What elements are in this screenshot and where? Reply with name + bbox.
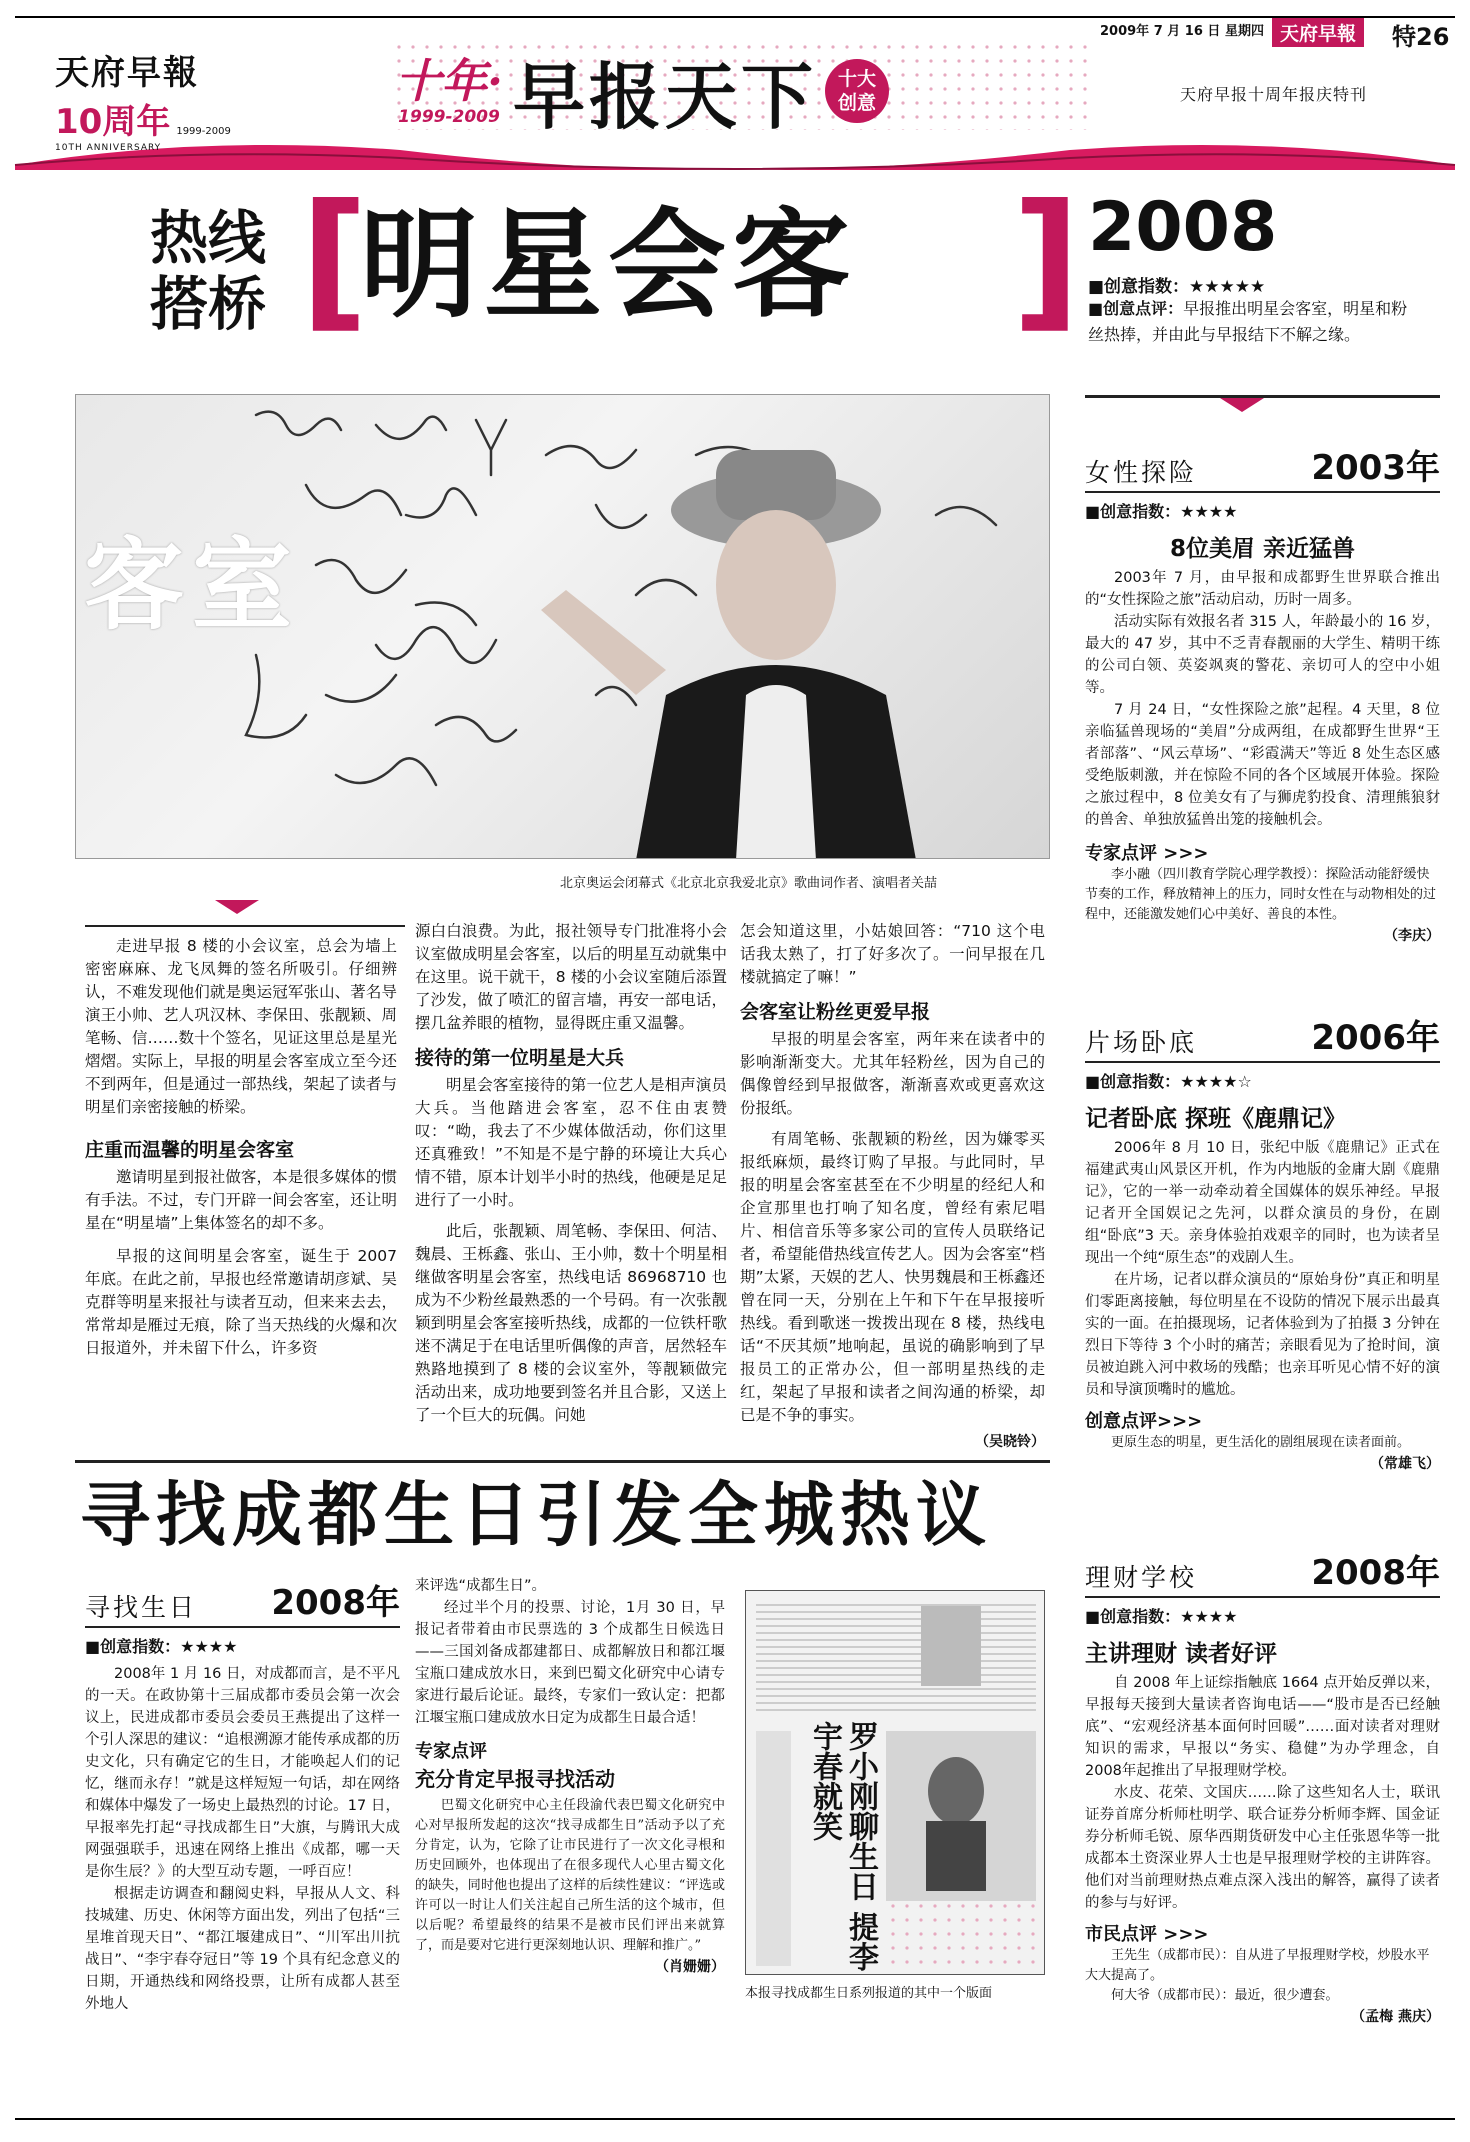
kicker-line2: 搭桥	[150, 270, 267, 338]
sidebar-arrow	[1220, 398, 1264, 412]
side2-header	[1085, 1010, 1440, 1063]
main-comment-label: ■创意点评：	[1088, 299, 1184, 318]
birthday-col2-para: 来评选“成都生日”。	[415, 1578, 547, 1594]
paper-name-badge: 天府早報	[1272, 18, 1364, 47]
main-col1-subhead: 庄重而温馨的明星会客室	[85, 1139, 295, 1161]
side1-expert-label: 专家点评 >>>	[1085, 843, 1209, 864]
main-col3-para: 有周笔畅、张靓颖的粉丝，因为嫌零买报纸麻烦，最终订购了早报。与此同时，早报的明星会客室甚至在不少明星的经纪人和企宣那里也打响了知名度，曾经有索尼唱片、相信音乐等多家公司的宣传人员联络记者，希望能借热线宣传艺人。因为会客室“档期”太紧，天娱的艺人、快男魏晨和王栎鑫还曾在同一天，分别在上午和下午在早报接听热线。看到歌迷一拨拨出现在 8 楼，热线电话“不厌其烦”地响起，虽说的确影响到了早报员工的正常办公，但一部明星热线的走红，架起了早报和读者之间沟通的桥梁，却已是不争的事实。	[740, 1130, 1045, 1424]
banner	[395, 46, 889, 139]
side1-header	[1085, 440, 1440, 493]
main-col1-para: 邀请明星到报社做客，本是很多媒体的惯有手法。不过，专门开辟一间会客室，还让明星在“明星墙”上集体签名的却不多。	[85, 1168, 397, 1232]
main-col-1	[85, 935, 397, 1360]
birthday-col2-para: 经过半个月的投票、讨论，1月 30 日，早报记者带着由市民票选的 3 个成都生日候选日——三国刘备成都建都日、成都解放日和都江堰宝瓶口建成放水日，来到巴蜀文化研究中心请专家进行最后论证。最终，专家们一致认定：把都江堰宝瓶口建成放水日定为成都生日最合适！	[415, 1600, 725, 1726]
birthday-col2-body	[415, 1575, 725, 1729]
side3-para: 水皮、花荣、文国庆……除了这些知名人士，联讯证券首席分析师杜明学、联合证券分析师李辉、国金证券分析师毛锐、原华西期货研发中心主任张恩华等一批成都本土资深业界人士也是早报理财学校的主讲阵容。他们对当前理财热点难点深入浅出的解答，赢得了读者的参与与好评。	[1085, 1785, 1440, 1911]
side1-title: 女性探险	[1085, 458, 1198, 487]
side2-byline: （常雄飞）	[1370, 1456, 1440, 1472]
side2-body	[1085, 1137, 1440, 1401]
side3-citizen-2: 何大爷（成都市民）：最近，很少遭套。	[1111, 1988, 1339, 2003]
main-col-2	[415, 920, 727, 1427]
side3-rating: ■创意指数：★★★★	[1085, 1607, 1238, 1626]
title-bracket-left: [	[300, 173, 369, 347]
birthday-col1-para: 根据走访调查和翻阅史料，早报从人文、科技城建、历史、休闲等方面出发，列出了包括“三星堆首现天日”、“都江堰建成日”、“川军出川抗战日”、“李宇春夺冠日”等 19 个具有纪念意义的日期，开通热线和网络投票，让所有成都人甚至外地人	[85, 1886, 400, 2012]
birthday-col-2	[415, 1575, 725, 1976]
side2-rating: ■创意指数：★★★★☆	[1085, 1072, 1252, 1091]
side1-year: 2003年	[1311, 448, 1440, 488]
main-col3-subhead: 会客室让粉丝更爱早报	[740, 1001, 931, 1023]
main-col-rule	[85, 925, 405, 927]
main-col1-para: 走进早报 8 楼的小会议室，总会为墙上密密麻麻、龙飞凤舞的签名所吸引。仔细辨认，不难发现他们就是奥运冠军张山、著名导演王小帅、艺人巩汉林、李保田、张靓颖、周笔畅、信……数十个签名，见证这里总是星光熠熠。实际上，早报的明星会客室成立至今还不到两年，但是通过一部热线，架起了读者与明星们亲密接触的桥梁。	[85, 937, 397, 1116]
banner-badge: 十大创意	[825, 59, 889, 123]
main-col2-para: 明星会客室接待的第一位艺人是相声演员大兵。当他踏进会客室，忍不住由衷赞叹：“呦，我去了不少媒体做活动，你们这里还真雅致！”不知是不是宁静的环境让大兵心情不错，原本计划半小时的热线，他硬是足足进行了一小时。	[415, 1076, 727, 1209]
birthday-col1-body	[85, 1663, 400, 2015]
main-col1-para: 早报的这间明星会客室，诞生于 2007 年底。在此之前，早报也经常邀请胡彦斌、吴克群等明星来报社与读者互动，但来来去去，常常却是雁过无痕，除了当天热线的火爆和次日报道外，并未留下什么，许多资	[85, 1247, 397, 1357]
birthday-col1-para: 2008年 1 月 16 日，对成都而言，是不平凡的一天。在政协第十三届成都市委员会第一次会议上，民进成都市委员会委员王燕提出了这样一个引人深思的建议：“追根溯源才能传承成都的历史文化，只有确定它的生日，才能唤起人们的记忆，继而永存！”就是这样短短一句话，却在网络和媒体中爆发了一场史上最热烈的讨论。17 日，早报率先打起“寻找成都生日”大旗，与腾讯大成网强强联手，迅速在网络上推出《成都，哪一天是你生辰？》的大型互动专题，一呼百应！	[85, 1666, 401, 1880]
main-col3-byline: （吴晓铃）	[975, 1434, 1045, 1450]
anniversary-logo	[55, 45, 240, 153]
birthday-expert-label: 专家点评	[415, 1741, 487, 1762]
side2-expert-label: 创意点评>>>	[1085, 1411, 1203, 1432]
side2-para: 在片场，记者以群众演员的“原始身份”真正和明星们零距离接触，每位明星在不设防的情况下展示出最真实的一面。在拍摄现场，记者体验到为了拍摄 3 分钟在烈日下等待 3 个小时的痛苦；亲眼看见为了抢时间，演员被迫跳入河中救场的残酷；也亲耳听见心情不好的演员和导演顶嘴时的尴尬。	[1085, 1272, 1440, 1398]
photo-wall-text: 客室	[84, 527, 300, 644]
title-bracket-right: ]	[1012, 173, 1081, 347]
main-col3-para: 怎会知道这里，小姑娘回答：“710 这个电话我太熟了，打了好多次了。一问早报在几楼就搞定了嘛！”	[740, 922, 1045, 986]
birthday-expert-text: 巴蜀文化研究中心主任段渝代表巴蜀文化研究中心对早报所发起的这次“找寻成都生日”活动予以了充分肯定，认为，它除了让市民进行了一次文化寻根和历史回顾外，也体现出了在很多现代人心里古蜀文化的缺失，同时他也提出了这样的后续性建议：“评选或许可以一时让人们关注起自己所生活的这个城市，但以后呢？希望最终的结果不是被市民们评出来就算了，而是要对它进行更深刻地认识、理解和推广。”	[415, 1798, 725, 1953]
side3-para: 自 2008 年上证综指触底 1664 点开始反弹以来，早报每天接到大量读者咨询电话——“股市是否已经触底”、“宏观经济基本面何时回暖”……面对读者对理财知识的需求，早报以“务实、稳健”为办学理念，自 2008年起推出了早报理财学校。	[1085, 1675, 1440, 1779]
side3-byline: （孟梅 燕庆）	[1351, 2009, 1440, 2025]
birthday-headline: 寻找成都生日引发全城热议	[80, 1473, 992, 1556]
banner-ten-years-block	[395, 55, 503, 127]
side1-rating: ■创意指数：★★★★	[1085, 502, 1238, 521]
birthday-header	[85, 1575, 400, 1628]
special-issue-label: 天府早报十周年报庆特刊	[1180, 85, 1368, 104]
photo-caption: 北京奥运会闭幕式《北京北京我爱北京》歌曲词作者、演唱者关喆	[560, 876, 938, 891]
side1-para: 活动实际有效报名者 315 人，年龄最小的 16 岁，最大的 47 岁，其中不乏青春靓丽的大学生、精明干练的公司白领、英姿飒爽的警花、亲切可人的空中小姐等。	[1085, 614, 1440, 696]
side3-citizen-label: 市民点评 >>>	[1085, 1924, 1209, 1945]
side3-header	[1085, 1545, 1440, 1598]
side2-expert-text: 更原生态的明星，更生活化的剧组展现在读者面前。	[1111, 1435, 1411, 1450]
main-col2-subhead: 接待的第一位明星是大兵	[415, 1047, 625, 1069]
birthday-top-rule	[75, 1460, 1050, 1463]
side1-byline: （李庆）	[1384, 928, 1440, 944]
side1-para: 7 月 24 日，“女性探险之旅”起程。4 天里，8 位亲临猛兽现场的“美眉”分成两组，在成都野生世界“王者部落”、“风云草场”、“彩霞满天”等近 8 处生态区感受绝版刺激，并在惊险不同的各个区域展开体验。探险之旅过程中，8 位美女有了与狮虎豹投食、清理熊狼豺的兽舍、单独放猛兽出笼的接触机会。	[1085, 702, 1440, 828]
birthday-byline: （肖姗姗）	[655, 1959, 725, 1975]
side1-section	[1085, 440, 1440, 945]
banner-ten-years: 十年·	[395, 54, 504, 108]
top-rule	[15, 16, 1455, 18]
birthday-expert-headline: 充分肯定早报寻找活动	[415, 1767, 615, 1791]
kicker	[150, 205, 266, 337]
clipping-image	[745, 1590, 1045, 1975]
birthday-col-1	[85, 1575, 400, 2015]
side1-headline: 8位美眉 亲近猛兽	[1169, 536, 1355, 562]
main-year: 2008	[1088, 188, 1278, 267]
side2-year: 2006年	[1311, 1018, 1440, 1058]
birthday-year: 2008年	[271, 1583, 400, 1623]
side1-expert-text: 李小融（四川教育学院心理学教授）：探险活动能舒缓快节奏的工作，释放精神上的压力，同时女性在与动物相处的过程中，还能激发她们心中美好、善良的本性。	[1085, 867, 1437, 922]
main-photo	[75, 394, 1050, 859]
main-rating: ■创意指数：★★★★★	[1088, 277, 1266, 297]
logo-anniversary: 10TH ANNIVERSARY	[55, 143, 162, 153]
banner-span: 1999-2009	[398, 107, 500, 127]
main-comment	[1088, 296, 1418, 348]
side1-para: 2003年 7 月，由早报和成都野生世界联合推出的“女性探险之旅”活动启动，历时一周多。	[1085, 570, 1440, 608]
banner-title: 早报天下	[513, 55, 818, 139]
logo-years-small: 1999-2009	[176, 126, 231, 137]
side3-body	[1085, 1672, 1440, 1914]
clipping-caption: 本报寻找成都生日系列报道的其中一个版面	[745, 1986, 993, 2001]
logo-title: 天府早報	[55, 53, 199, 93]
clipping-headline: 罗小刚聊生日 提李宇春就笑	[807, 1721, 878, 1972]
main-comment-text: 早报推出明星会客室，明星和粉丝热捧，并由此与早报结下不解之缘。	[1088, 299, 1408, 344]
date-line: 2009年 7 月 16 日 星期四	[1100, 24, 1264, 39]
side2-section	[1085, 1010, 1440, 1473]
side3-headline: 主讲理财 读者好评	[1085, 1641, 1278, 1667]
bottom-rule	[15, 2118, 1455, 2120]
side2-headline: 记者卧底 探班《鹿鼎记》	[1085, 1106, 1347, 1132]
birthday-sec-title: 寻找生日	[85, 1593, 198, 1622]
logo-years: 10周年	[55, 102, 171, 142]
kicker-line1: 热线	[150, 204, 267, 272]
main-arrow	[215, 900, 259, 914]
logo-years-row	[55, 94, 240, 143]
side1-body	[1085, 567, 1440, 831]
main-col3-para: 早报的明星会客室，两年来在读者中的影响渐渐变大。尤其年轻粉丝，因为自己的偶像曾经到早报做客，渐渐喜欢或更喜欢这份报纸。	[740, 1030, 1045, 1117]
main-col2-para: 此后，张靓颖、周笔畅、李保田、何洁、魏晨、王栎鑫、张山、王小帅，数十个明星相继做客明星会客室，热线电话 86968710 也成为不少粉丝最熟悉的一个号码。有一次张靓颖到明星会客室接听热线，成都的一位铁杆歌迷不满足于在电话里听偶像的声音，居然轻车熟路地摸到了 8 楼的会议室外，等靓颖做完活动出来，成功地要到签名并且合影，又送上了一个巨大的玩偶。问她	[415, 1222, 727, 1424]
side3-citizen-1: 王先生（成都市民）：自从进了早报理财学校，炒股水平大大提高了。	[1085, 1948, 1430, 1983]
side3-title: 理财学校	[1085, 1563, 1198, 1592]
side3-year: 2008年	[1311, 1553, 1440, 1593]
side2-title: 片场卧底	[1085, 1028, 1198, 1057]
main-title: 明星会客	[360, 196, 857, 334]
birthday-rating: ■创意指数：★★★★	[85, 1637, 238, 1656]
side3-section	[1085, 1545, 1440, 2026]
clipping-tower-illustration	[746, 1591, 1045, 1975]
page-label: 特26	[1392, 23, 1450, 51]
main-col-3	[740, 920, 1045, 1454]
side2-para: 2006年 8 月 10 日，张纪中版《鹿鼎记》正式在福建武夷山风景区开机，作为内地版的金庸大剧《鹿鼎记》，它的一举一动牵动着全国媒体的娱乐神经。早报记者开全国娱记之先河，以群众演员的身份，在剧组“卧底”3 天。亲身体验拍戏艰辛的同时，也为读者呈现出一个纯“原生态”的戏剧人生。	[1085, 1140, 1440, 1266]
main-col2-para: 源白白浪费。为此，报社领导专门批准将小会议室做成明星会客室，以后的明星互动就集中在这里。说干就干，8 楼的小会议室随后添置了沙发，做了喷汇的留言墙，再安一部电话，摆几盆养眼的植物，显得既庄重又温馨。	[415, 922, 727, 1032]
